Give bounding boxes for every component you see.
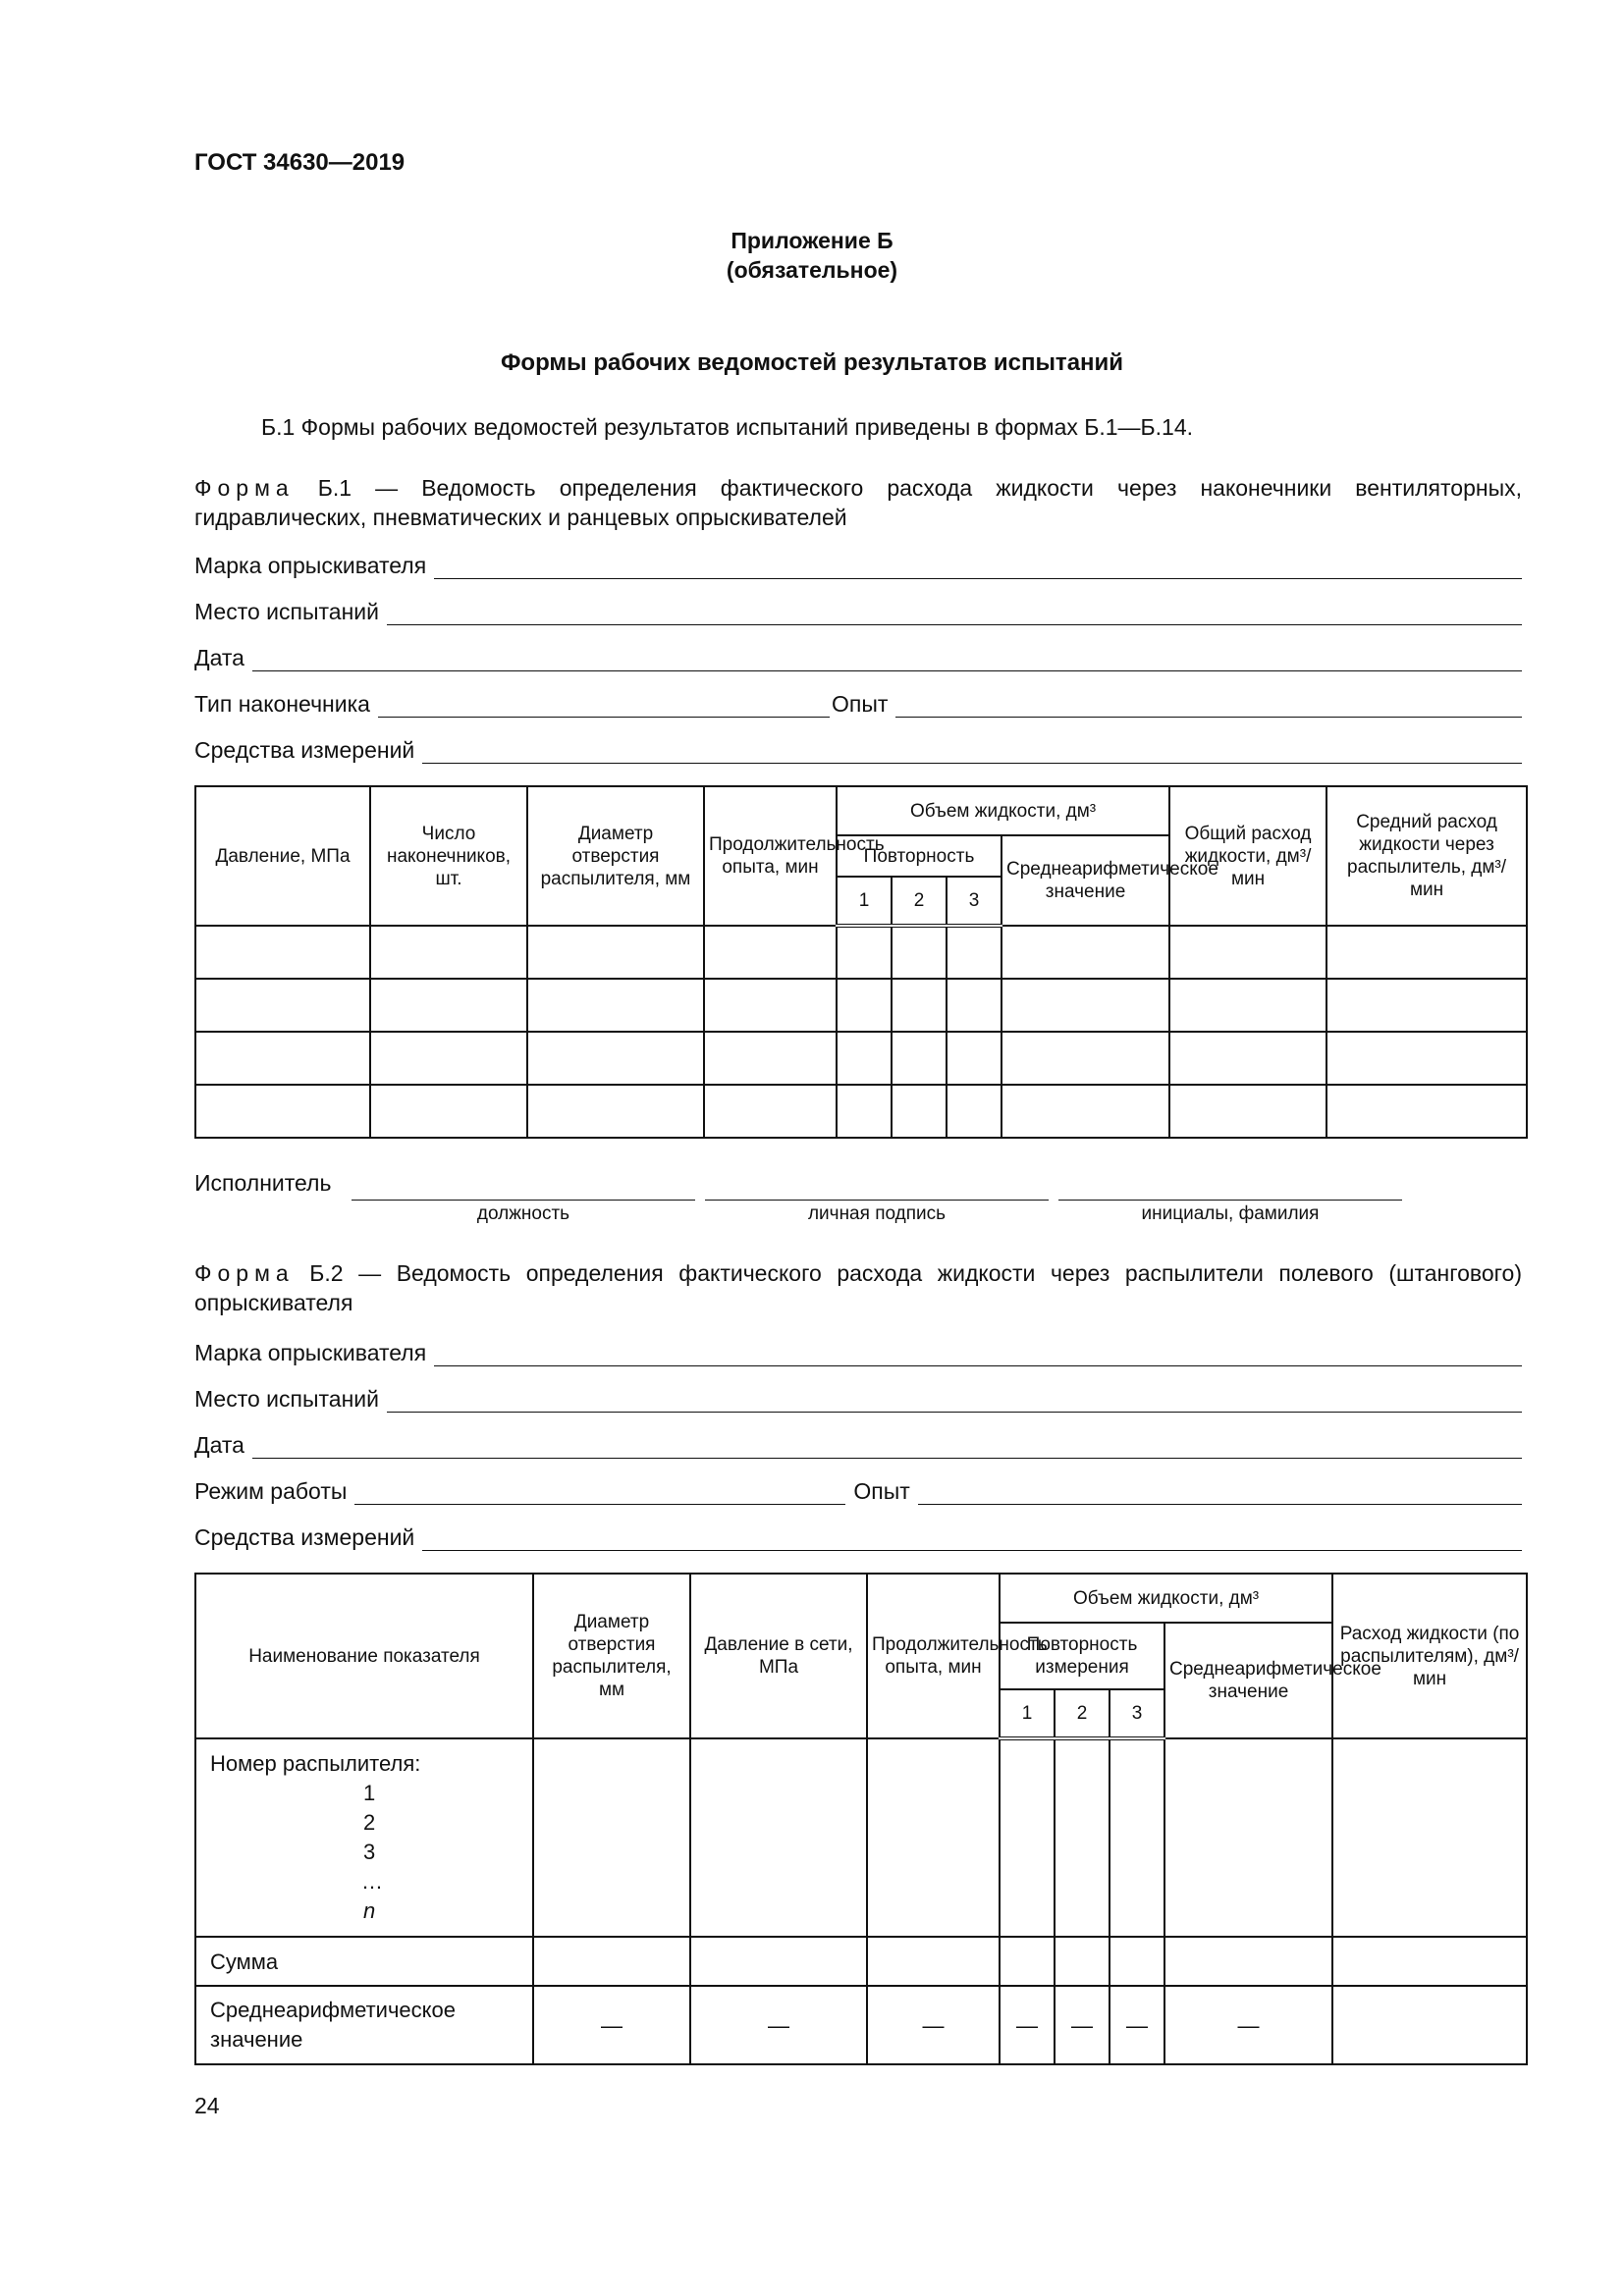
annex-heading — [0, 226, 1624, 285]
table-cell[interactable] — [690, 1738, 867, 1937]
form1-caption — [194, 473, 1522, 532]
intro-paragraph: Б.1 Формы рабочих ведомостей результатов испытаний приведены в формах Б.1—Б.14. — [261, 414, 1194, 440]
col-header-r1: 1 — [837, 877, 892, 926]
row-number-cell — [195, 1738, 533, 1937]
table-cell[interactable] — [947, 1032, 1001, 1085]
table-cell[interactable] — [704, 979, 837, 1032]
form1-prefix: Форма — [194, 475, 295, 501]
table-cell[interactable] — [195, 926, 370, 979]
table-cell[interactable] — [892, 1085, 947, 1138]
row-number-3: 3 — [363, 1840, 376, 1864]
table-cell[interactable] — [690, 1937, 867, 1986]
col-header-repeat: Повторность измерения — [1000, 1623, 1164, 1689]
table-cell[interactable] — [1055, 1738, 1110, 1937]
form2-field-site — [194, 1383, 1522, 1413]
fill-line[interactable] — [895, 695, 1522, 718]
row-number-n: n — [363, 1898, 376, 1923]
table-cell[interactable] — [1326, 1032, 1527, 1085]
col-header-mean: Среднеарифметическое значение — [1001, 835, 1169, 926]
table-cell[interactable] — [947, 1085, 1001, 1138]
form1-field-site — [194, 596, 1522, 625]
dash-cell: — — [1055, 1986, 1110, 2064]
col-header-indicator: Наименование показателя — [195, 1574, 533, 1738]
col-header-pressure: Давление в сети, МПа — [690, 1574, 867, 1738]
fill-line[interactable] — [434, 557, 1522, 579]
table-cell[interactable] — [533, 1738, 690, 1937]
table-cell[interactable] — [1110, 1937, 1164, 1986]
form2-caption — [194, 1258, 1522, 1317]
field-label: Средства измерений — [194, 1524, 415, 1550]
fill-line[interactable] — [422, 1528, 1522, 1551]
field-label: Дата — [194, 1432, 244, 1458]
table-cell[interactable] — [1326, 1085, 1527, 1138]
dash-cell: — — [867, 1986, 1000, 2064]
field-label: Тип наконечника — [194, 691, 370, 717]
performer-name-caption: инициалы, фамилия — [1141, 1203, 1320, 1224]
table-cell[interactable] — [1169, 926, 1326, 979]
row-number-dots: … — [361, 1869, 383, 1894]
table-cell[interactable] — [1326, 979, 1527, 1032]
table-cell[interactable] — [195, 1032, 370, 1085]
field-label: Место испытаний — [194, 599, 379, 624]
col-header-diameter: Диаметр отверстия распылителя, мм — [533, 1574, 690, 1738]
form2-table — [194, 1573, 1528, 2065]
form2-field-mode — [194, 1475, 1522, 1505]
table-cell[interactable] — [527, 1085, 704, 1138]
fill-line[interactable] — [387, 603, 1522, 625]
form2-field-tools — [194, 1522, 1522, 1551]
performer-signature-line[interactable] — [705, 1176, 1049, 1201]
performer-signature-caption: личная подпись — [807, 1203, 947, 1224]
fill-line[interactable] — [918, 1482, 1522, 1505]
form2-field-brand — [194, 1337, 1522, 1366]
performer-name-line[interactable] — [1058, 1176, 1402, 1201]
fill-line[interactable] — [387, 1390, 1522, 1413]
table-cell[interactable] — [370, 1085, 527, 1138]
table-cell[interactable] — [533, 1937, 690, 1986]
table-cell[interactable] — [1001, 1085, 1169, 1138]
col-header-r1: 1 — [1000, 1689, 1055, 1738]
form1-field-date — [194, 642, 1522, 671]
table-cell[interactable] — [837, 926, 892, 979]
table-cell[interactable] — [837, 1032, 892, 1085]
table-cell[interactable] — [892, 1032, 947, 1085]
table-cell[interactable] — [370, 979, 527, 1032]
table-cell[interactable] — [527, 979, 704, 1032]
table-cell[interactable] — [1000, 1937, 1055, 1986]
col-header-r3: 3 — [947, 877, 1001, 926]
dash-cell: — — [1110, 1986, 1164, 2064]
table-cell[interactable] — [527, 1032, 704, 1085]
table-cell[interactable] — [1169, 1032, 1326, 1085]
table-row — [195, 1937, 1527, 1986]
table-cell[interactable] — [892, 926, 947, 979]
table-cell[interactable] — [1001, 1032, 1169, 1085]
table-cell[interactable] — [704, 926, 837, 979]
dash-cell: — — [1000, 1986, 1055, 2064]
table-cell[interactable] — [1001, 979, 1169, 1032]
field-label: Режим работы — [194, 1478, 348, 1504]
form2-field-date — [194, 1429, 1522, 1459]
field-label: Место испытаний — [194, 1386, 379, 1412]
table-cell[interactable] — [1326, 926, 1527, 979]
dash-cell: — — [690, 1986, 867, 2064]
table-row — [195, 979, 1527, 1032]
annex-title: Приложение Б — [731, 228, 893, 253]
col-header-diameter: Диаметр отверстия распылителя, мм — [527, 786, 704, 926]
dash-cell: — — [533, 1986, 690, 2064]
table-row — [195, 1738, 1527, 1937]
fill-line[interactable] — [252, 1436, 1522, 1459]
col-header-total: Общий расход жидкости, дм³/мин — [1169, 786, 1326, 926]
col-header-volume: Объем жидкости, дм³ — [837, 786, 1169, 835]
table-cell[interactable] — [1169, 1085, 1326, 1138]
table-cell[interactable] — [1000, 1738, 1055, 1937]
fill-line[interactable] — [422, 741, 1522, 764]
form1-table — [194, 785, 1528, 1139]
table-cell[interactable] — [867, 1937, 1000, 1986]
form2-prefix: Форма — [194, 1260, 295, 1286]
col-header-r2: 2 — [1055, 1689, 1110, 1738]
table-row — [195, 1085, 1527, 1138]
performer-label: Исполнитель — [194, 1170, 332, 1196]
table-cell[interactable] — [837, 979, 892, 1032]
fill-line[interactable] — [378, 695, 830, 718]
table-cell[interactable] — [1055, 1937, 1110, 1986]
form1-field-nozzle — [194, 688, 1522, 718]
row-number-label: Номер распылителя: — [210, 1751, 421, 1776]
col-header-pressure: Давление, МПа — [195, 786, 370, 926]
table-cell[interactable] — [704, 1032, 837, 1085]
table-cell[interactable] — [370, 926, 527, 979]
table-cell[interactable] — [1332, 1937, 1527, 1986]
form1-field-brand — [194, 550, 1522, 579]
col-header-duration: Продолжительность опыта, мин — [704, 786, 837, 926]
col-header-duration: Продолжительность опыта, мин — [867, 1574, 1000, 1738]
row-number-2: 2 — [363, 1810, 376, 1835]
field-label: Опыт — [853, 1478, 910, 1504]
form2-caption-text: Б.2 — Ведомость определения фактического расхода жидкости через распылители полевого (штангового) опрыскивателя — [194, 1260, 1523, 1315]
annex-status: (обязательное) — [726, 257, 898, 283]
col-header-volume: Объем жидкости, дм³ — [1000, 1574, 1332, 1623]
form1-field-tools — [194, 734, 1522, 764]
table-row — [195, 1986, 1527, 2064]
row-mean-label: Среднеарифметическое значение — [195, 1986, 533, 2064]
table-cell[interactable] — [1164, 1937, 1332, 1986]
col-header-repeat: Повторность — [837, 835, 1001, 877]
field-label: Дата — [194, 645, 244, 670]
table-cell[interactable] — [704, 1085, 837, 1138]
table-cell[interactable] — [1332, 1986, 1527, 2064]
table-cell[interactable] — [867, 1738, 1000, 1937]
page-number: 24 — [194, 2093, 220, 2118]
section-title: Формы рабочих ведомостей результатов испытаний — [500, 349, 1124, 376]
table-row — [195, 926, 1527, 979]
performer-position-line[interactable] — [352, 1176, 695, 1201]
dash-cell: — — [1164, 1986, 1332, 2064]
document-code: ГОСТ 34630—2019 — [194, 149, 406, 176]
col-header-flow: Расход жидкости (по распылителям), дм³/мин — [1332, 1574, 1527, 1738]
fill-line[interactable] — [354, 1482, 845, 1505]
table-cell[interactable] — [370, 1032, 527, 1085]
fill-line[interactable] — [434, 1344, 1522, 1366]
col-header-mean: Среднеарифметическое значение — [1164, 1623, 1332, 1738]
table-cell[interactable] — [892, 979, 947, 1032]
table-cell[interactable] — [837, 1085, 892, 1138]
col-header-avg: Средний расход жидкости через распылитель, дм³/мин — [1326, 786, 1527, 926]
field-label: Опыт — [831, 691, 889, 717]
col-header-r2: 2 — [892, 877, 947, 926]
table-cell[interactable] — [1332, 1738, 1527, 1937]
table-row — [195, 1032, 1527, 1085]
field-label: Марка опрыскивателя — [194, 553, 427, 578]
table-cell[interactable] — [527, 926, 704, 979]
table-cell[interactable] — [195, 1085, 370, 1138]
performer-position-caption: должность — [476, 1203, 570, 1224]
table-cell[interactable] — [195, 979, 370, 1032]
table-cell[interactable] — [947, 979, 1001, 1032]
form1-caption-text: Б.1 — Ведомость определения фактического расхода жидкости через наконечники вентиляторных, гидравлических, пневматических и ранцевых опрыскивателей — [194, 475, 1522, 530]
fill-line[interactable] — [252, 649, 1522, 671]
field-label: Средства измерений — [194, 737, 415, 763]
field-label: Марка опрыскивателя — [194, 1340, 427, 1365]
table-cell[interactable] — [1169, 979, 1326, 1032]
table-cell[interactable] — [1110, 1738, 1164, 1937]
table-cell[interactable] — [947, 926, 1001, 979]
col-header-nozzles: Число наконечников, шт. — [370, 786, 527, 926]
col-header-r3: 3 — [1110, 1689, 1164, 1738]
table-cell[interactable] — [1001, 926, 1169, 979]
row-number-1: 1 — [363, 1781, 376, 1805]
table-cell[interactable] — [1164, 1738, 1332, 1937]
row-sum-label: Сумма — [195, 1937, 533, 1986]
